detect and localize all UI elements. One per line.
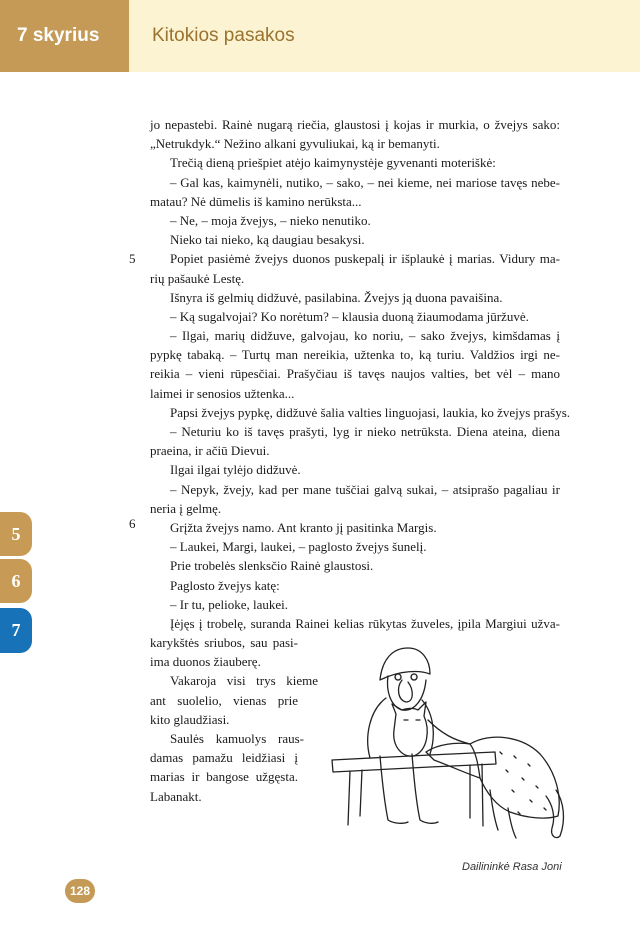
text-line: rių pašaukė Lestę. xyxy=(150,270,245,286)
fisherman-body xyxy=(368,698,434,758)
text-line: reikia – vieni rūpesčiai. Prašyčiau iš tavęs naujos valties, bet vėl – mano xyxy=(150,366,560,382)
text-line: – Ką sugalvojai? Ko norėtum? – klausia duoną žiaumodama jūržuvė. xyxy=(170,308,529,324)
chapter-title: Kitokios pasakos xyxy=(152,25,295,46)
text-line: laimei ir senosios užtenka... xyxy=(150,385,295,401)
chapter-tab-7[interactable]: 7 xyxy=(0,608,32,653)
text-line: – Ilgai, marių didžuve, galvojau, ko noriu, – sako žvejys, kimšdamas į xyxy=(170,328,560,344)
text-line: Išnyra iš gelmių didžuvė, pasilabina. Žvejys ją duona pavaišina. xyxy=(170,289,503,305)
text-line: karykštės sriubos, sau pasi- xyxy=(150,635,298,651)
dog-body xyxy=(470,737,559,818)
text-line: Ilgai ilgai tylėjo didžuvė. xyxy=(170,462,301,478)
chapter-label: 7 skyrius xyxy=(17,25,100,46)
text-line: Labanakt. xyxy=(150,788,202,804)
fisherman-eyes xyxy=(395,674,417,680)
fisherman-nose xyxy=(399,680,413,702)
text-line: Papsi žvejys pypkę, didžuvė šalia valties linguojasi, laukia, ko žvejys prašys. xyxy=(170,404,571,420)
text-line: – Ir tu, pelioke, laukei. xyxy=(170,596,289,612)
text-line: Nieko tai nieko, ką daugiau besakysi. xyxy=(170,232,365,248)
cat xyxy=(392,702,427,756)
dog-head xyxy=(426,743,480,778)
text-line: Įėjęs į trobelę, suranda Rainei kelias rūkytas žuveles, įpila Margiui užva- xyxy=(170,615,560,631)
text-line: Popiet pasiėmė žvejys duonos puskepalį ir išplaukė į marias. Vidury ma- xyxy=(170,251,560,267)
text-line: – Ne, – moja žvejys, – nieko nenutiko. xyxy=(170,212,371,228)
fisherman-hat xyxy=(380,648,430,680)
text-line: jo nepastebi. Rainė nugarą riečia, glaustosi į kojas ir murkia, o žvejys sako: xyxy=(150,117,560,132)
text-line: praeina, ir ačiū Dievui. xyxy=(150,443,270,459)
fisherman-arm xyxy=(428,720,470,744)
text-line: Trečią dieną priešpiet atėjo kaimynystėje gyvenanti moteriškė: xyxy=(170,155,496,171)
text-line: pypkę tabaką. – Turtų man nereikia, užtenka to, ką turiu. Valdžios irgi ne- xyxy=(150,347,560,363)
fisherman-illustration xyxy=(330,640,570,850)
page-number: 128 xyxy=(65,879,95,903)
dog-leg xyxy=(490,790,516,838)
fisherman-leg xyxy=(380,754,438,823)
text-line: – Gal kas, kaimynėli, nutiko, – sako, – nei kieme, nei mariose tavęs nebe- xyxy=(170,174,560,190)
text-line: – Nepyk, žvejy, kad per mane tuščiai galvą sukai, – atsiprašo pagaliau ir xyxy=(170,481,560,497)
text-line: Vakaroja visi trys kieme xyxy=(170,673,318,689)
text-line: – Laukei, Margi, laukei, – paglosto žvejys šunelį. xyxy=(170,539,427,555)
text-line: neria į gelmę. xyxy=(150,500,222,516)
text-line: matau? Nė dūmelis iš kamino nerūksta... xyxy=(150,193,362,209)
text-line: Saulės kamuolys raus- xyxy=(170,731,304,746)
text-line: Prie trobelės slenksčio Rainė glaustosi. xyxy=(170,558,374,574)
dog-fur xyxy=(500,752,546,814)
text-line: Paglosto žvejys katę: xyxy=(170,577,280,593)
dog-tail xyxy=(546,790,563,838)
text-line: kito glaudžiasi. xyxy=(150,711,230,727)
text-line: ima duonos žiauberę. xyxy=(150,654,261,670)
bench xyxy=(332,752,496,772)
text-line: ant suolelio, vienas prie xyxy=(150,692,298,708)
text-line: marias ir bangose užgęsta. xyxy=(150,769,298,785)
text-line: Grįžta žvejys namo. Ant kranto jį pasitinka Margis. xyxy=(170,519,437,535)
chapter-tab-6[interactable]: 6 xyxy=(0,559,32,603)
paragraph-number: 5 xyxy=(129,251,136,266)
text-line: „Netrukdyk.“ Nežino alkani gyvuliukai, ką ir bemanyti. xyxy=(150,136,440,152)
illustration-credit: Dailininkė Rasa Joni xyxy=(462,861,562,873)
chapter-tab-5[interactable]: 5 xyxy=(0,512,32,556)
paragraph-number: 6 xyxy=(129,516,136,531)
text-line: – Neturiu ko iš tavęs prašyti, lyg ir nieko netrūksta. Diena ateina, diena xyxy=(170,424,560,439)
text-line: damas pamažu leidžiasi į xyxy=(150,750,298,766)
